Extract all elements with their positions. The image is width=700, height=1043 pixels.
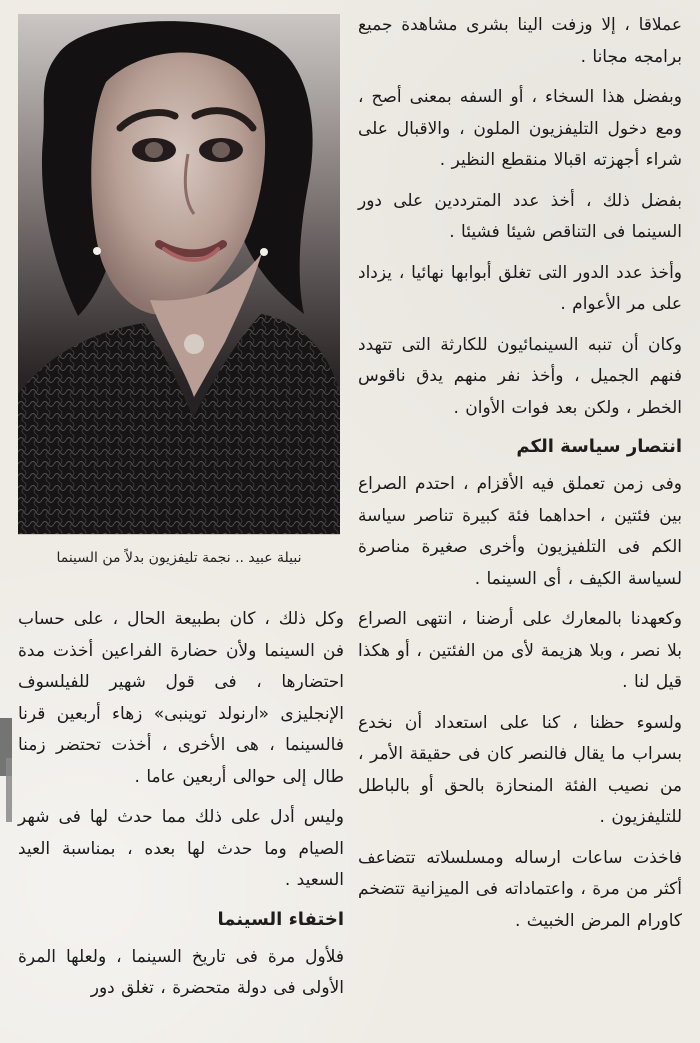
article-paragraph: وكعهدنا بالمعارك على أرضنا ، انتهى الصراع بلا نصر ، وبلا هزيمة لأى من الفئتين ، أو هكذا قيل لنا . bbox=[358, 609, 682, 692]
article-paragraph: وبفضل هذا السخاء ، أو السفه بمعنى أصح ، ومع دخول التليفزيون الملون ، والاقبال على شراء أجهزته اقبالا منقطع النظير . bbox=[358, 87, 682, 170]
article-paragraph: عملاقا ، إلا وزفت الينا بشرى مشاهدة جميع برامجه مجانا . bbox=[358, 15, 682, 67]
section-heading: انتصار سياسة الكم bbox=[516, 436, 682, 457]
photo-caption: نبيلة عبيد .. نجمة تليفزيون بدلاً من السينما bbox=[56, 550, 302, 566]
article-paragraph: وفى زمن تعملق فيه الأقزام ، احتدم الصراع بين فئتين ، احداهما فئة كبيرة تناصر سياسة الكم فى التلفيزيون وأخرى صغيرة مناصرة لسياسة الكيف ، أى السينما . bbox=[358, 474, 682, 589]
article-paragraph: وكل ذلك ، كان بطبيعة الحال ، على حساب فن السينما ولأن حضارة الفراعين أخذت مدة احتضارها ، فى قول شهير للفيلسوف الإنجليزى «ارنولد توينبى» زهاء أربعين قرنا فالسينما ، هى الأخرى ، أخذت تحتضر زمنا طال إلى حوالى أربعين عاما . bbox=[18, 609, 344, 787]
article-paragraph: وليس أدل على ذلك مما حدث لها فى شهر الصيام وما حدث لها بعده ، بمناسبة العيد السعيد . bbox=[18, 807, 344, 890]
portrait-photo bbox=[18, 14, 340, 535]
left-article-column bbox=[18, 604, 344, 1014]
article-paragraph: فلأول مرة فى تاريخ السينما ، ولعلها المرة الأولى فى دولة متحضرة ، تغلق دور bbox=[18, 946, 344, 998]
section-heading: اختفاء السينما bbox=[217, 908, 344, 930]
page-edge-mark bbox=[6, 758, 12, 822]
article-paragraph: ولسوء حظنا ، كنا على استعداد أن نخدع بسراب ما يقال فالنصر كان فى حقيقة الأمر ، من نصيب الفئة المنحازة بالحق أو بالباطل للتليفزيون . bbox=[358, 712, 682, 827]
article-paragraph: فاخذت ساعات ارساله ومسلسلاته تتضاعف أكثر من مرة ، واعتماداته فى الميزانية تتضخم كاورام المرض الخبيث . bbox=[358, 847, 682, 931]
right-article-column bbox=[358, 10, 682, 946]
article-paragraph: وأخذ عدد الدور التى تغلق أبوابها نهائيا ، يزداد على مر الأعوام . bbox=[358, 262, 682, 314]
article-paragraph: بفضل ذلك ، أخذ عدد المترددين على دور السينما فى التناقص شيئا فشيئا . bbox=[358, 190, 682, 242]
article-paragraph: وكان أن تنبه السينمائيون للكارثة التى تتهدد فنهم الجميل ، وأخذ نفر منهم يدق ناقوس الخطر ، ولكن بعد فوات الأوان . bbox=[358, 334, 682, 418]
portrait-image bbox=[18, 14, 340, 534]
